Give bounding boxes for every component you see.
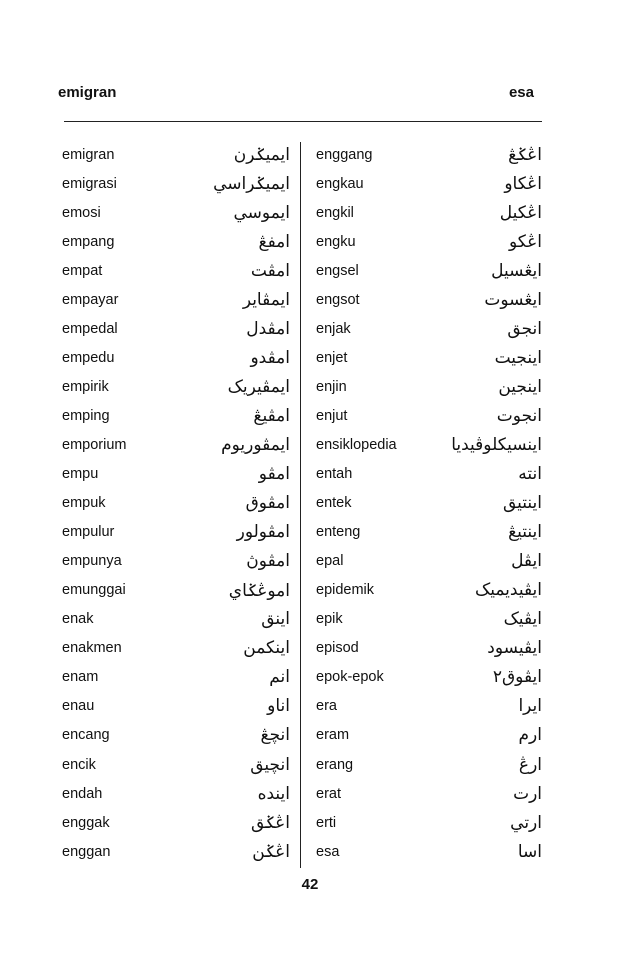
dictionary-entry	[62, 401, 290, 430]
entry-latin: epok-epok	[316, 669, 384, 686]
entry-jawi: امڤوڽ	[246, 551, 290, 572]
column-divider	[300, 142, 301, 868]
entry-jawi: اينسيکلوڤيديا	[451, 434, 542, 455]
entry-jawi: انچيق	[250, 754, 290, 775]
dictionary-entry	[62, 198, 290, 227]
entry-jawi: اڠݢق	[250, 813, 290, 834]
entry-jawi: امفڠ	[258, 231, 290, 252]
entry-latin: erang	[316, 756, 354, 773]
entry-jawi: اموڠݢاي	[228, 580, 290, 601]
entry-jawi: انجوت	[496, 405, 542, 426]
entry-jawi: اينجين	[498, 376, 542, 397]
entry-latin: eram	[316, 727, 350, 744]
entry-jawi: اڠکاو	[504, 173, 542, 194]
entry-jawi: اڠݢن	[252, 842, 290, 863]
entry-jawi: ايڤوق٢	[492, 667, 542, 688]
dictionary-entry	[316, 343, 542, 372]
entry-latin: empedal	[62, 320, 118, 337]
dictionary-entry	[316, 634, 542, 663]
entry-latin: engku	[316, 233, 356, 250]
right-column	[316, 140, 542, 866]
entry-jawi: ايموسي	[233, 202, 290, 223]
entry-latin: empu	[62, 466, 99, 483]
entry-jawi: ايمڤيريک	[227, 376, 290, 397]
entry-latin: empunya	[62, 553, 122, 570]
entry-latin: enjet	[316, 349, 348, 366]
entry-jawi: ايرا	[518, 696, 542, 717]
dictionary-entry	[316, 314, 542, 343]
dictionary-entry	[316, 837, 542, 866]
dictionary-entry	[62, 460, 290, 489]
entry-jawi: ارڠ	[518, 754, 542, 775]
entry-latin: entah	[316, 466, 353, 483]
entry-latin: enakmen	[62, 640, 122, 657]
entry-jawi: امڤدل	[246, 318, 290, 339]
entry-jawi: امڤوق	[245, 493, 290, 514]
entry-latin: enjut	[316, 407, 348, 424]
dictionary-entry	[62, 169, 290, 198]
entry-jawi: اڠکيل	[499, 202, 542, 223]
dictionary-entry	[62, 750, 290, 779]
entry-jawi: انچڠ	[260, 725, 290, 746]
dictionary-entry	[62, 779, 290, 808]
dictionary-entry	[316, 372, 542, 401]
dictionary-entry	[316, 605, 542, 634]
entry-jawi: امڤو	[258, 464, 290, 485]
dictionary-entry	[316, 227, 542, 256]
entry-jawi: انجق	[507, 318, 542, 339]
entry-latin: epal	[316, 553, 344, 570]
entry-jawi: امڤدو	[250, 347, 290, 368]
entry-jawi: ايڤل	[511, 551, 542, 572]
entry-latin: enggak	[62, 814, 110, 831]
entry-jawi: ارم	[518, 725, 542, 746]
dictionary-entry	[316, 547, 542, 576]
entry-latin: enam	[62, 669, 99, 686]
entry-jawi: انم	[269, 667, 290, 688]
entry-jawi: امڤيڠ	[253, 405, 290, 426]
entry-latin: engkau	[316, 175, 364, 192]
entry-latin: enggan	[62, 843, 111, 860]
dictionary-entry	[62, 692, 290, 721]
entry-jawi: اينق	[261, 609, 290, 630]
entry-latin: engsot	[316, 291, 360, 308]
dictionary-entry	[62, 518, 290, 547]
entry-jawi: ايڤيسود	[487, 638, 542, 659]
entry-latin: engsel	[316, 262, 359, 279]
dictionary-entry	[316, 663, 542, 692]
dictionary-entry	[316, 489, 542, 518]
entry-latin: emigran	[62, 146, 115, 163]
entry-latin: empat	[62, 262, 103, 279]
dictionary-entry	[316, 140, 542, 169]
entry-jawi: ايميݢرن	[233, 145, 290, 166]
dictionary-entry	[62, 285, 290, 314]
dictionary-entry	[316, 779, 542, 808]
entry-latin: empayar	[62, 291, 119, 308]
dictionary-entry	[62, 634, 290, 663]
entry-latin: encik	[62, 756, 96, 773]
entry-latin: ensiklopedia	[316, 436, 397, 453]
dictionary-entry	[62, 808, 290, 837]
entry-latin: entek	[316, 495, 352, 512]
entry-jawi: ايڠسوت	[484, 289, 542, 310]
entry-jawi: ايڤيديميک	[474, 580, 542, 601]
entry-jawi: اناو	[267, 696, 290, 717]
dictionary-entry	[62, 430, 290, 459]
entry-jawi: امڤولور	[236, 522, 290, 543]
dictionary-entry	[62, 605, 290, 634]
entry-latin: empirik	[62, 378, 109, 395]
dictionary-entry	[62, 343, 290, 372]
entry-latin: enggang	[316, 146, 373, 163]
entry-latin: episod	[316, 640, 359, 657]
dictionary-entry	[316, 401, 542, 430]
entry-latin: empedu	[62, 349, 115, 366]
dictionary-entry	[316, 430, 542, 459]
entry-latin: erti	[316, 814, 337, 831]
entry-jawi: ايمڤوريوم	[221, 434, 290, 455]
entry-latin: enteng	[316, 524, 361, 541]
entry-jawi: ايڤيک	[503, 609, 542, 630]
dictionary-entry	[316, 518, 542, 547]
dictionary-entry	[316, 721, 542, 750]
entry-latin: enak	[62, 611, 94, 628]
dictionary-entry	[62, 314, 290, 343]
entry-latin: engkil	[316, 204, 354, 221]
entry-latin: enjak	[316, 320, 351, 337]
dictionary-entry	[316, 285, 542, 314]
entry-latin: empulur	[62, 524, 115, 541]
guide-word-right: esa	[508, 84, 534, 101]
entry-latin: era	[316, 698, 337, 715]
entry-jawi: اڠکو	[508, 231, 542, 252]
entry-jawi: انته	[518, 464, 542, 485]
entry-latin: esa	[316, 843, 340, 860]
dictionary-entry	[62, 576, 290, 605]
dictionary-entry	[316, 750, 542, 779]
dictionary-entry	[316, 808, 542, 837]
left-column	[62, 140, 290, 866]
entry-latin: empang	[62, 233, 115, 250]
dictionary-entry	[62, 227, 290, 256]
entry-jawi: اينجيت	[494, 347, 542, 368]
entry-jawi: اينتيق	[502, 493, 542, 514]
header-rule	[64, 121, 542, 122]
entry-latin: empuk	[62, 495, 106, 512]
dictionary-entry	[316, 169, 542, 198]
entry-latin: erat	[316, 785, 341, 802]
dictionary-entry	[62, 547, 290, 576]
dictionary-entry	[62, 140, 290, 169]
dictionary-entry	[316, 576, 542, 605]
entry-jawi: ارت	[513, 783, 542, 804]
dictionary-entry	[316, 692, 542, 721]
entry-jawi: اسا	[517, 841, 542, 862]
entry-jawi: اينتيڠ	[508, 522, 542, 543]
entry-latin: encang	[62, 727, 110, 744]
entry-jawi: اينده	[257, 783, 290, 804]
entry-jawi: امڤت	[250, 260, 290, 281]
dictionary-entry	[62, 837, 290, 866]
dictionary-entry	[62, 489, 290, 518]
dictionary-entry	[62, 256, 290, 285]
dictionary-entry	[316, 198, 542, 227]
entry-latin: enau	[62, 698, 95, 715]
entry-jawi: ايڠسيل	[491, 260, 542, 281]
dictionary-entry	[62, 721, 290, 750]
entry-latin: epidemik	[316, 582, 375, 599]
entry-jawi: اڠݢڠ	[508, 145, 542, 166]
entry-latin: emporium	[62, 436, 127, 453]
dictionary-entry	[62, 372, 290, 401]
page-number: 42	[301, 876, 319, 893]
entry-latin: epik	[316, 611, 343, 628]
entry-jawi: ايمڤاير	[242, 289, 290, 310]
entry-jawi: اينکمن	[243, 638, 290, 659]
entry-jawi: ايميݢراسي	[213, 174, 290, 195]
entry-latin: enjin	[316, 378, 347, 395]
entry-latin: emping	[62, 407, 110, 424]
entry-jawi: ارتي	[510, 812, 542, 833]
dictionary-entry	[62, 663, 290, 692]
entry-latin: endah	[62, 785, 103, 802]
guide-word-left: emigran	[58, 84, 117, 101]
dictionary-entry	[316, 256, 542, 285]
dictionary-entry	[316, 460, 542, 489]
entry-latin: emosi	[62, 204, 101, 221]
entry-latin: emigrasi	[62, 175, 117, 192]
entry-latin: emunggai	[62, 582, 126, 599]
